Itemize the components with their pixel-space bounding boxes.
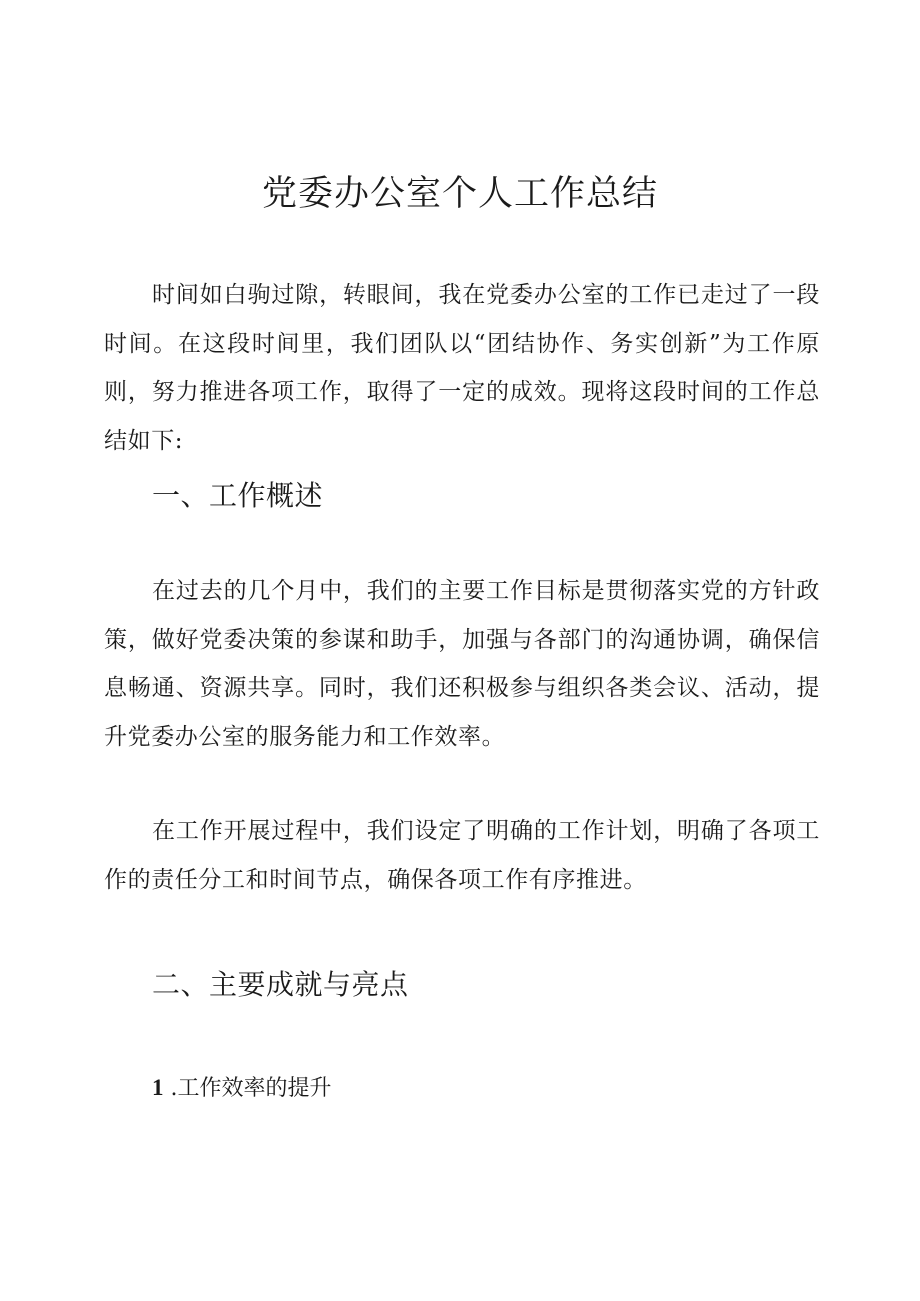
document-title: 党委办公室个人工作总结 (261, 174, 658, 214)
overview-paragraph-1: 在过去的几个月中，我们的主要工作目标是贯彻落实党的方针政策，做好党委决策的参谋和助手，加强与各部门的沟通协调，确保信息畅通、资源共享。同时，我们还积极参与组织各类会议、活动，提升党委办公室的服务能力和工作效率。 (104, 578, 820, 750)
section-heading-overview: 一、工作概述 (152, 479, 324, 512)
intro-paragraph: 时间如白驹过隙，转眼间，我在党委办公室的工作已走过了一段时间。在这段时间里，我们团队以“团结协作、务实创新”为工作原则，努力推进各项工作，取得了一定的成效。现将这段时间的工作总结如下: (104, 282, 820, 454)
section-heading-achievements: 二、主要成就与亮点 (152, 968, 409, 1001)
subheading-efficiency (152, 1071, 332, 1106)
subheading-number: 1 (152, 1075, 164, 1100)
subheading-text: .工作效率的提升 (170, 1076, 332, 1101)
overview-paragraph-2: 在工作开展过程中，我们设定了明确的工作计划，明确了各项工作的责任分工和时间节点，确保各项工作有序推进。 (104, 818, 820, 893)
